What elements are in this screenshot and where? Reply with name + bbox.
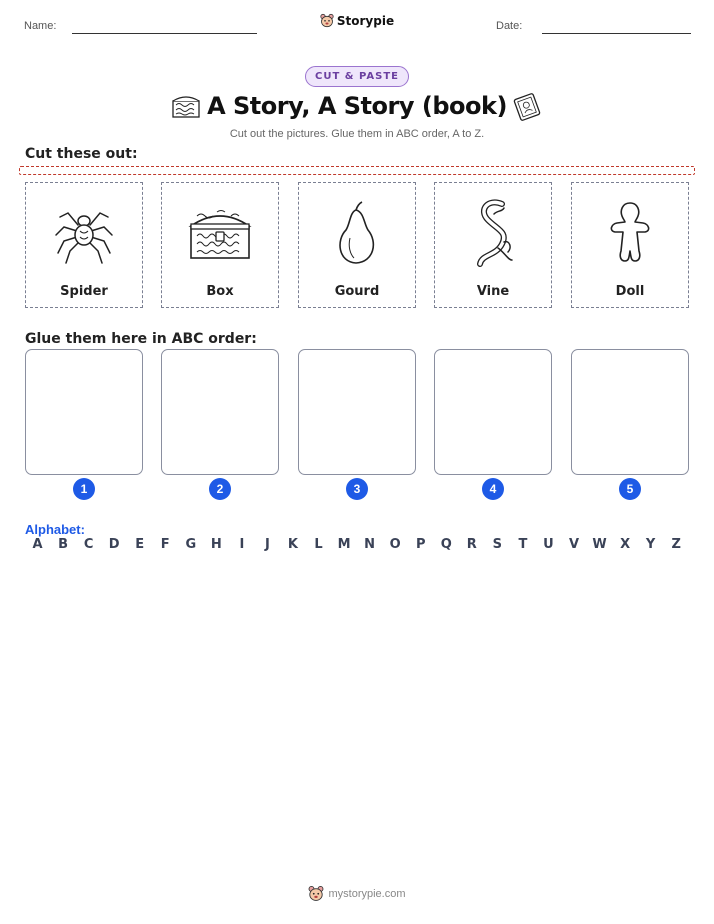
alphabet-letter: Q (440, 537, 452, 552)
cut-card-box[interactable] (161, 182, 279, 308)
cut-card-doll[interactable] (571, 182, 689, 308)
alphabet-letter: R (466, 537, 477, 552)
card-label: Vine (476, 284, 510, 299)
alphabet-letter: L (314, 537, 323, 552)
alphabet-letter: V (568, 537, 580, 552)
bear-face-icon (308, 885, 324, 903)
book-icon (512, 93, 542, 121)
cut-card-gourd[interactable] (298, 182, 416, 308)
alphabet-letter: U (543, 537, 554, 552)
gourd-icon (332, 200, 382, 266)
ornate-box-icon (187, 204, 253, 262)
date-line (542, 33, 691, 34)
slot-number-3: 3 (346, 478, 368, 500)
activity-badge: CUT & PASTE (305, 66, 409, 87)
alphabet-letter: X (620, 537, 631, 552)
slot-number-2: 2 (209, 478, 231, 500)
cut-line (19, 166, 695, 175)
alphabet-letter: G (185, 537, 197, 552)
alphabet-letter: T (518, 537, 528, 552)
alphabet-letter: A (32, 537, 43, 552)
glue-slot-2[interactable] (161, 349, 279, 475)
alphabet-letter: P (415, 537, 426, 552)
alphabet-letter: J (265, 537, 270, 552)
card-label: Gourd (334, 284, 380, 299)
slot-number-5: 5 (619, 478, 641, 500)
alphabet-letter: F (160, 537, 170, 552)
spider-icon (54, 201, 114, 265)
alphabet-letter: H (210, 537, 222, 552)
footer-url[interactable]: mystorypie.com (328, 888, 406, 900)
cut-card-vine[interactable] (434, 182, 552, 308)
slot-number-4: 4 (482, 478, 504, 500)
alphabet-letter: O (389, 537, 401, 552)
glue-slot-1[interactable] (25, 349, 143, 475)
vine-icon (468, 198, 518, 268)
card-label: Doll (615, 284, 645, 299)
card-label: Box (206, 284, 234, 299)
cut-section-label: Cut these out: (25, 146, 138, 162)
card-label: Spider (60, 284, 108, 299)
alphabet-letter: N (364, 537, 376, 552)
footer (0, 885, 714, 908)
page-subtitle: Cut out the pictures. Glue them in ABC order, A to Z. (229, 128, 485, 140)
bear-face-icon (320, 13, 334, 29)
alphabet-letter: B (58, 537, 68, 552)
alphabet-letter: K (287, 537, 298, 552)
alphabet-row (25, 537, 689, 552)
alphabet-letter: I (239, 537, 245, 552)
alphabet-letter: M (337, 537, 351, 552)
alphabet-letter: Z (671, 537, 681, 552)
alphabet-letter: D (108, 537, 120, 552)
glue-section-label: Glue them here in ABC order: (25, 331, 257, 347)
alphabet-letter: W (592, 537, 607, 552)
cut-card-spider[interactable] (25, 182, 143, 308)
alphabet-letter: Y (645, 537, 656, 552)
alphabet-letter: C (83, 537, 94, 552)
page-title: A Story, A Story (book) (207, 92, 507, 120)
brand-name: Storypie (336, 14, 395, 28)
glue-slot-4[interactable] (434, 349, 552, 475)
date-label: Date: (496, 20, 523, 32)
glue-slot-5[interactable] (571, 349, 689, 475)
glue-slot-3[interactable] (298, 349, 416, 475)
brand-logo (0, 13, 714, 34)
alphabet-label: Alphabet: (25, 522, 85, 537)
slot-number-1: 1 (73, 478, 95, 500)
name-label: Name: (24, 20, 57, 32)
doll-icon (605, 201, 655, 265)
alphabet-letter: S (492, 537, 503, 552)
alphabet-letter: E (135, 537, 145, 552)
